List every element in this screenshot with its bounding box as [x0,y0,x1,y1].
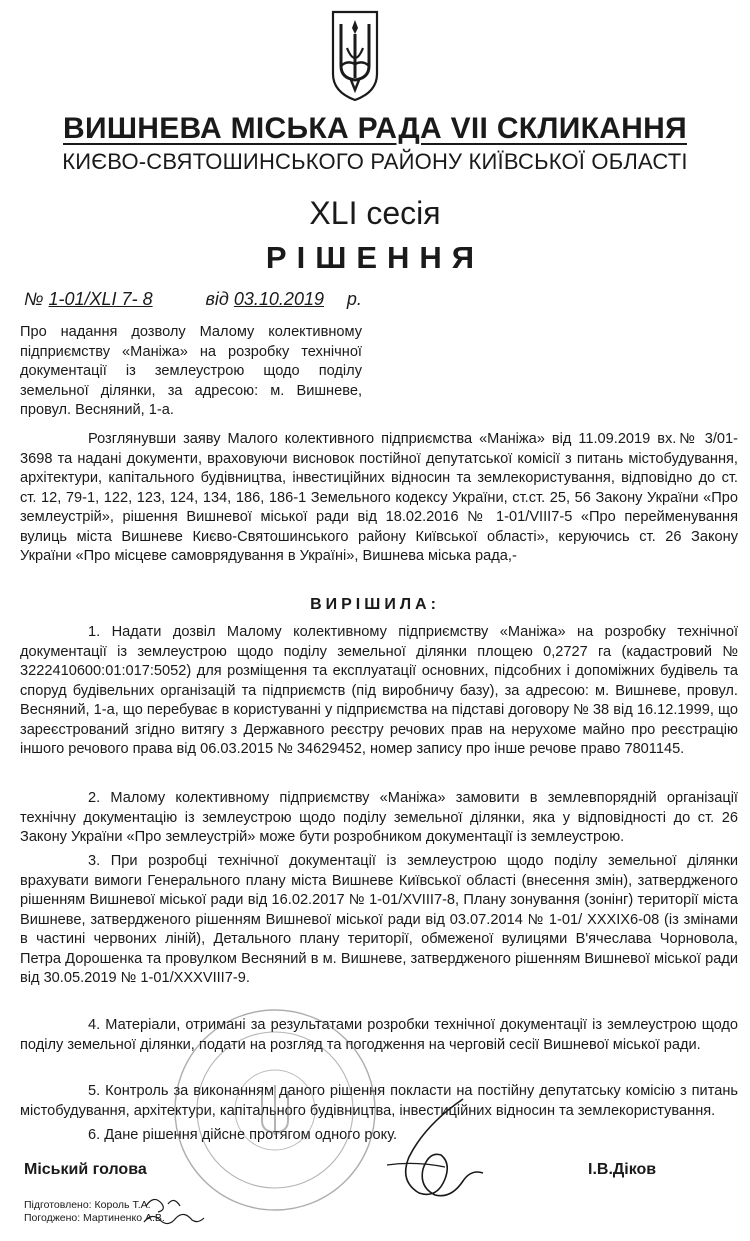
prepared-by: Підготовлено: Король Т.А. [24,1199,151,1211]
district-name: КИЄВО-СВЯТОШИНСЬКОГО РАЙОНУ КИЇВСЬКОЇ ОБЛАСТІ [62,149,688,174]
decision-item-2: 2. Малому колективному підприємству «Маніжа» замовити в землевпорядній організації технічну документацію із землеустрою щодо поділу земельної ділянки, яка у відповідності до ст. 26 Закону України «Про землеустрій» може бути розробником документації із землеустрою. [20,790,738,845]
signature-title: Міський голова [24,1161,147,1178]
decision-subject: Про надання дозволу Малому колективному підприємству «Маніжа» на розробку технічної документації із землеустрою щодо поділу земельної ділянки, за адресою: м. Вишневе, провул. Весняний, 1-а. [20,324,362,418]
mayor-signature-icon [385,1095,490,1205]
year-suffix: р. [346,289,362,309]
preamble-paragraph: Розглянувши заяву Малого колективного підприємства «Маніжа» від 11.09.2019 вх.№ 3/01-3698 та надані документи, враховуючи висновок постійної депутатської комісії з питань містобудування, архітектури, капітального будівництва, інвестиційних відносин та землекористування, відповідно до ст. ст. 12, 79-1, 122, 123, 124, 134, 186, 186-1 Земельного кодексу України, ст.ст. 25, 56 Закону України «Про землеустрій», рішення Вишневої міської ради від 18.02.2016 № 1-01/VIII7-5 «Про перейменування вулиць міста Вишневе Києво-Святошинського району Київської області», керуючись ст. 26 Закону України «Про місцеве самоврядування в Україні», Вишнева міська рада,- [20,431,738,564]
decision-item-3: 3. При розробці технічної документації із землеустрою щодо поділу земельної ділянки врахувати вимоги Генерального плану міста Вишневе Київської області (внесення змін), затвердженого рішенням Вишневої міської ради від 16.02.2017 № 1-01/XVIII7-8, Плану зонування (зонінг) території міста Вишневе, затвердженого рішенням Вишневої міської ради від 03.07.2014 № 1-01/ XXXIX6-08 (із змінами в частині червоних ліній), Детального плану території, обмеженої вулицями В'ячеслава Чорновола, Петра Дорошенка та провулком Весняний в м. Вишневе, затвердженого рішенням Вишневої міської ради від 30.05.2019 № 1-01/XXXVIII7-9. [20,853,738,986]
decision-item-4: 4. Матеріали, отримані за результатами розробки технічної документації із землеустрою щодо поділу земельної ділянки, подати на розгляд та погодження на черговій сесії Вишневої міської ради. [20,1017,738,1053]
initials-signature-icon [138,1190,208,1230]
decision-number-line [24,288,524,310]
decision-item-5: 5. Контроль за виконанням даного рішення покласти на постійну депутатську комісію з питань містобудування, архітектури, капітального будівництва, інвестиційних відносин та землекористування. [20,1083,738,1119]
decision-date: 03.10.2019 [233,289,324,309]
decision-number: 1-01/XLI 7- 8 [48,289,153,309]
agreed-by: Погоджено: Мартиненко А.В. [24,1212,165,1224]
decision-item-6: 6. Дане рішення дійсне протягом одного року. [88,1127,398,1143]
resolved-heading: ВИРІШИЛА: [310,596,440,613]
date-label: від [205,289,229,309]
trident-emblem-icon [329,8,381,104]
document-title: РІШЕННЯ [265,240,485,275]
official-stamp-icon [170,1005,380,1215]
session-label: XLI сесія [309,195,441,231]
council-name: ВИШНЕВА МІСЬКА РАДА VII СКЛИКАННЯ [63,112,687,145]
signatory-name: І.В.Діков [588,1161,657,1178]
decision-item-1: 1. Надати дозвіл Малому колективному підприємству «Маніжа» на розробку технічної документації із землеустрою щодо поділу земельної ділянки площею 0,2727 га (кадастровий № 3222410600:01:017:5052) для розміщення та експлуатації основних, підсобних і допоміжних будівель та споруд будівельних організацій та підприємств (під виробничу базу), за адресою: м. Вишневе, провул. Весняний, 1-а, що перебуває в користуванні у підприємства на підставі договору № 38 від 16.12.1999, що зареєстрований згідно витягу з Державного реєстру речових прав на нерухоме майно про реєстрацію іншого речового права від 06.03.2015 № 34629452, номер запису про інше речове право 7801145. [20,624,738,757]
number-label: № [24,289,44,309]
